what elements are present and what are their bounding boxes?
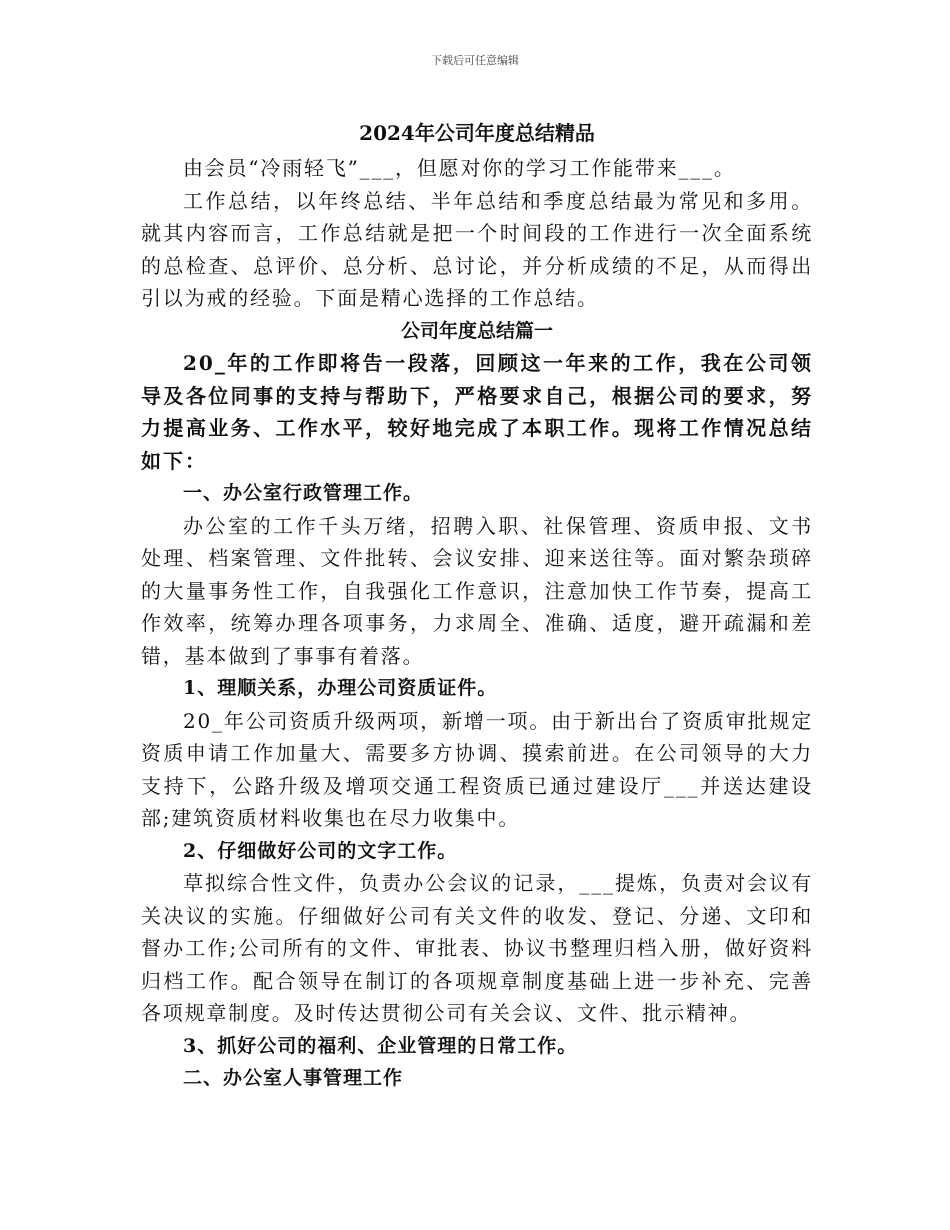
item1-paragraph: 20_年公司资质升级两项，新增一项。由于新出台了资质审批规定资质申请工作加量大、需要多方协调、摸索前进。在公司领导的大力支持下，公路升级及增项交通工程资质已通过建设厅___并送达建设部;建筑资质材料收集也在尽力收集中。 [141,708,813,830]
item3-heading: 3、抓好公司的福利、企业管理的日常工作。 [183,1034,578,1057]
part2-heading: 二、办公室人事管理工作 [183,1067,404,1089]
part1-paragraph: 办公室的工作千头万绪，招聘入职、社保管理、资质申报、文书处理、档案管理、文件批转、会议安排、迎来送往等。面对繁杂琐碎的大量事务性工作，自我强化工作意识，注意加快工作节奏，提高工作效率，统筹办理各项事务，力求周全、准确、适度，避开疏漏和差错，基本做到了事事有着落。 [141,513,813,668]
header-note: 下载后可任意编辑 [431,54,519,67]
lead-paragraph: 20_年的工作即将告一段落，回顾这一年来的工作，我在公司领导及各位同事的支持与帮助下，严格要求自己，根据公司的要求，努力提高业务、工作水平，较好地完成了本职工作。现将工作情况总结如下： [141,351,813,473]
part1-heading: 一、办公室行政管理工作。 [183,482,424,504]
item1-heading: 1、理顺关系，办理公司资质证件。 [183,677,498,699]
item2-paragraph: 草拟综合性文件，负责办公会议的记录，___提炼，负责对会议有关决议的实施。仔细做好公司有关文件的收发、登记、分递、文印和督办工作;公司所有的文件、审批表、协议书整理归档入册，做好资料归档工作。配合领导在制订的各项规章制度基础上进一步补充、完善各项规章制度。及时传达贯彻公司有关会议、文件、批示精神。 [141,871,813,1025]
intro-paragraph-1: 由会员“冷雨轻飞”___，但愿对你的学习工作能带来___。 [183,156,736,180]
section-title: 公司年度总结篇一 [400,319,553,342]
item2-heading: 2、仔细做好公司的文字工作。 [183,839,458,862]
document-title: 2024年公司年度总结精品 [359,121,595,145]
intro-paragraph-2: 工作总结，以年终总结、半年总结和季度总结最为常见和多用。就其内容而言，工作总结就是把一个时间段的工作进行一次全面系统的总检查、总评价、总分析、总讨论，并分析成绩的不足，从而得出引以为戒的经验。下面是精心选择的工作总结。 [141,188,813,310]
document-body [141,116,813,1095]
